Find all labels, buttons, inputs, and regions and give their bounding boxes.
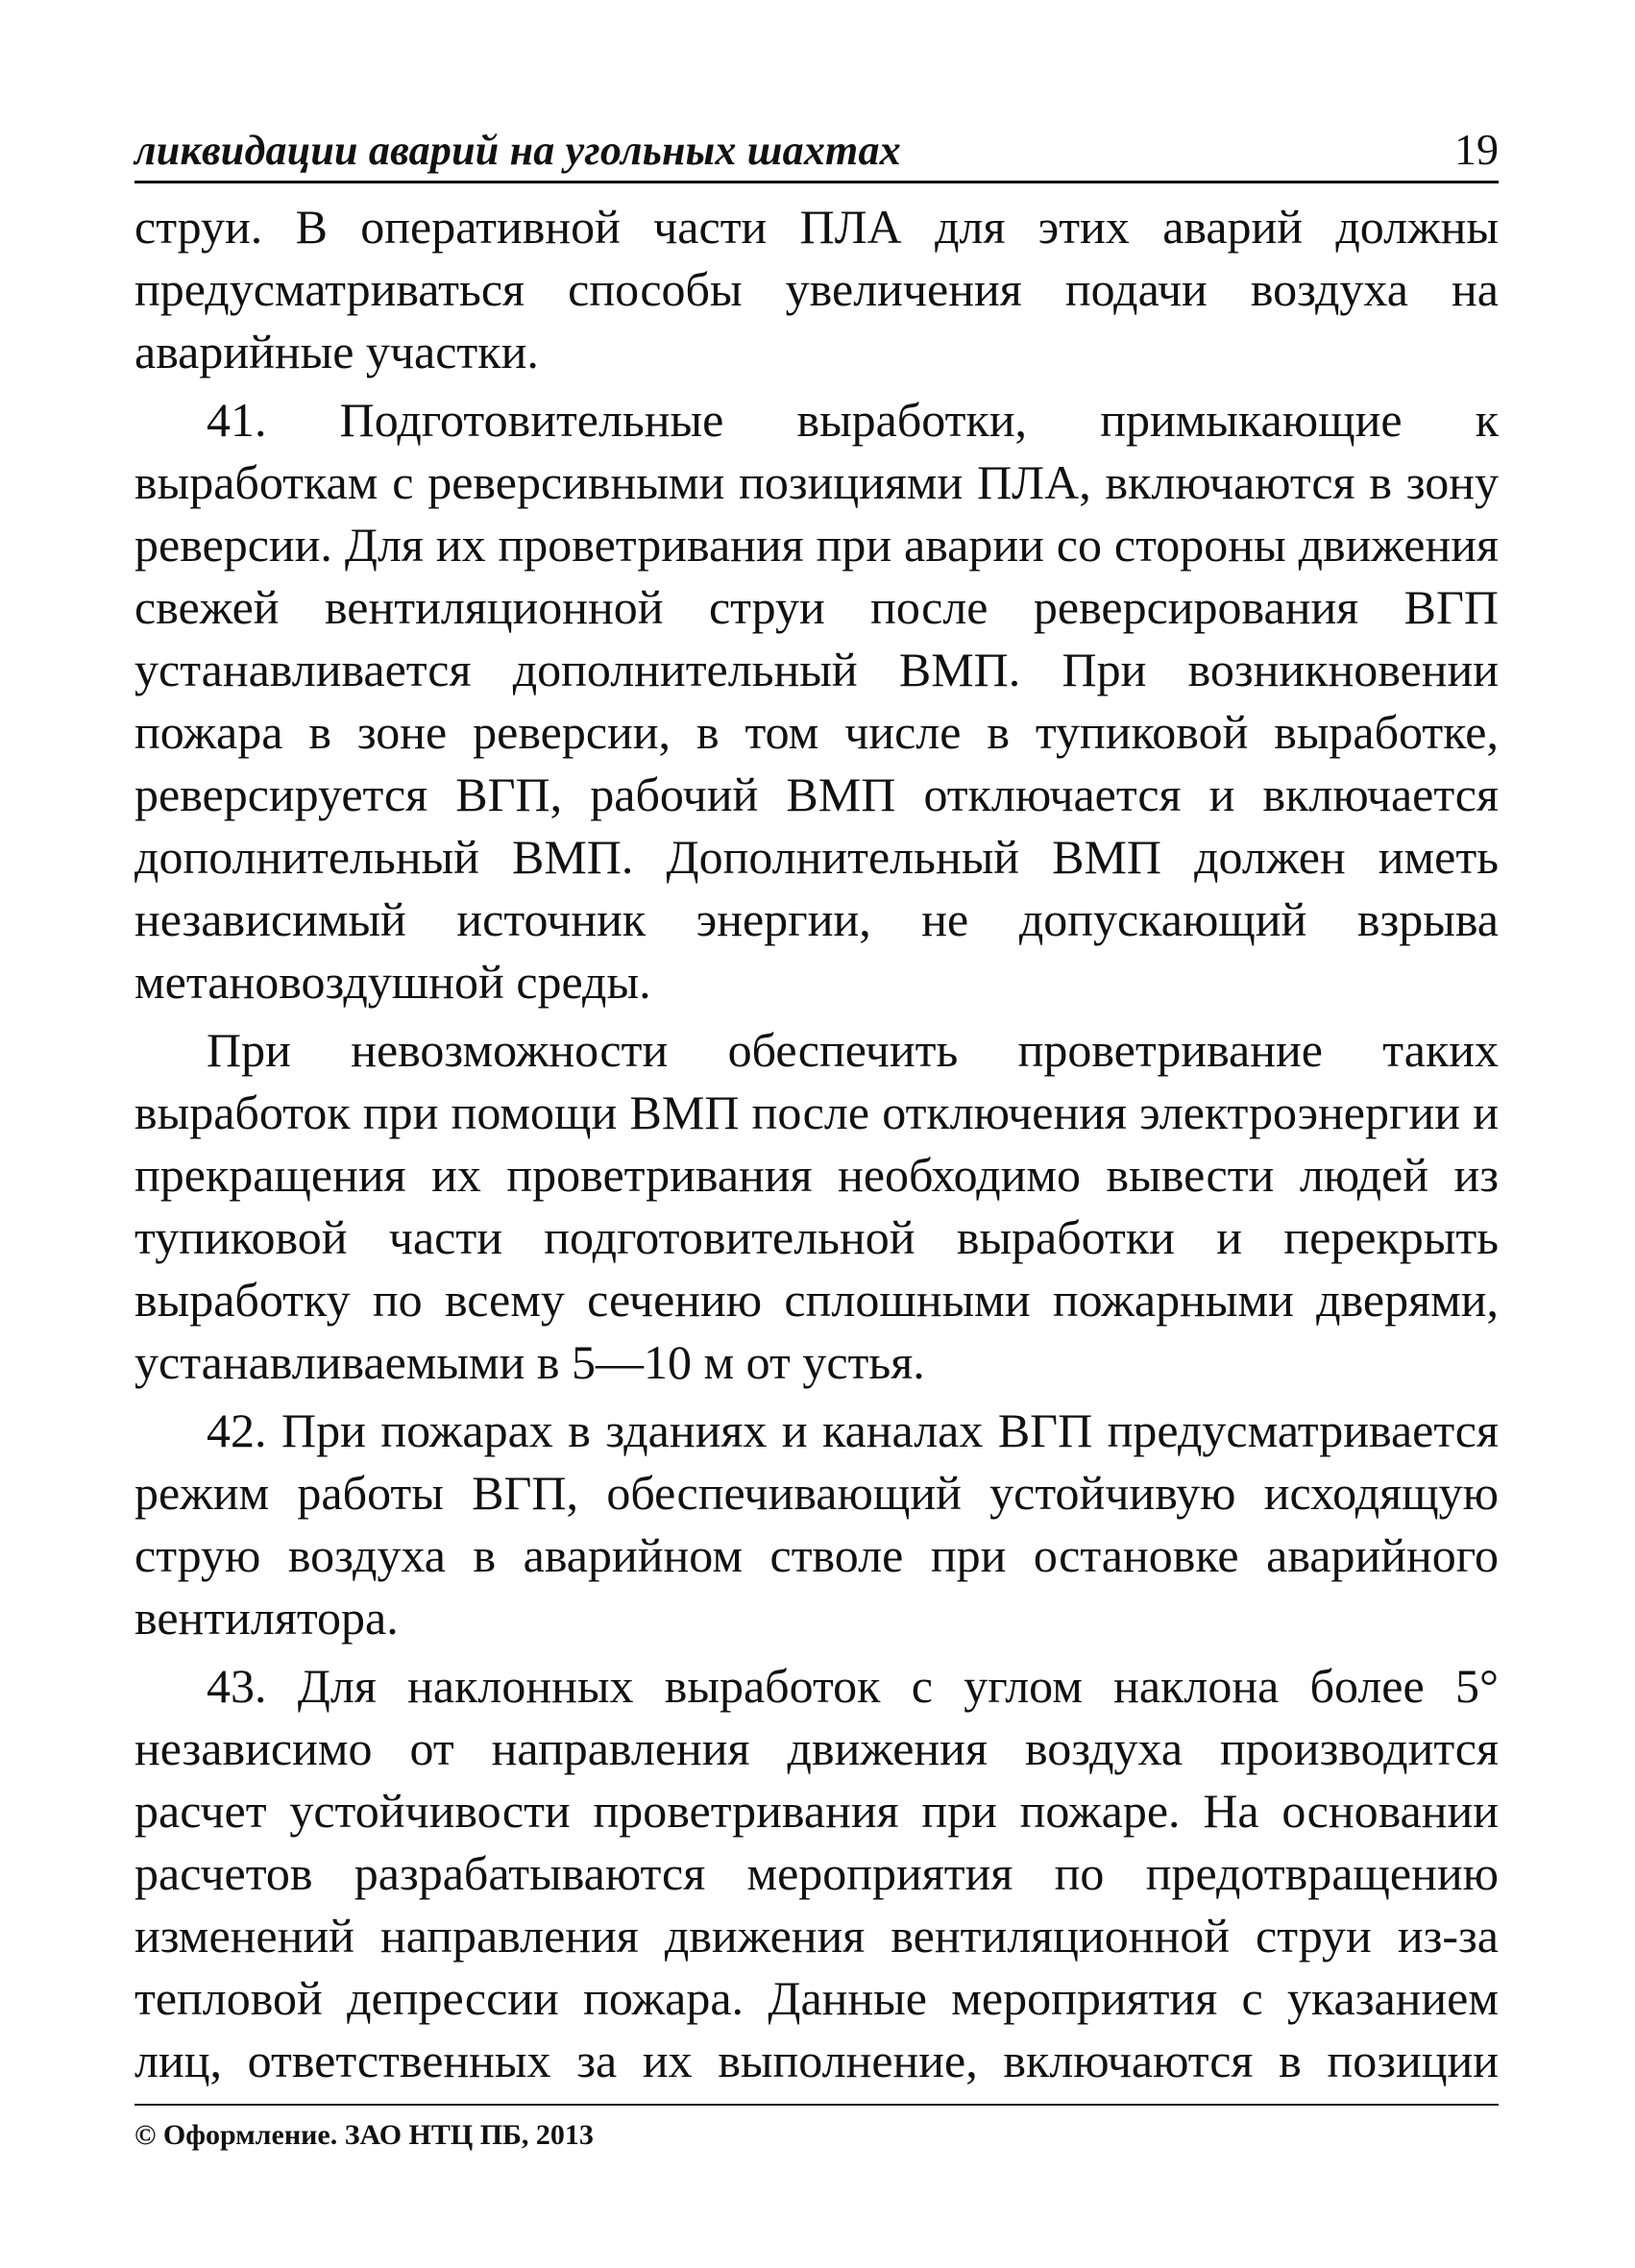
paragraph-42: 42. При пожарах в зданиях и каналах ВГП предусматривается режим работы ВГП, обеспечивающий устойчивую исходящую струю воздуха в аварийном стволе при остановке аварийного вентилятора.: [134, 1403, 1499, 1645]
paragraph-41: 41. Подготовительные выработки, примыкающие к выработкам с реверсивными позициями ПЛА, включаются в зону реверсии. Для их проветривания при аварии со стороны движения свежей вентиляционной струи после реверсирования ВГП устанавливается дополнительный ВМП. При возникновении пожара в зоне реверсии, в том числе в тупиковой выработке, реверсируется ВГП, рабочий ВМП отключается и включается дополнительный ВМП. Дополнительный ВМП должен иметь независимый источник энергии, не допускающий взрыва метановоздушной среды.: [134, 393, 1499, 1009]
paragraph-43: 43. Для наклонных выработок с углом наклона более 5° независимо от направления движения воздуха производится расчет устойчивости проветривания при пожаре. На основании расчетов разрабатываются мероприятия по предотвращению изменений направления движения вентиляционной струи из-за тепловой депрессии пожара. Данные мероприятия с указанием лиц, ответственных за их выполнение, включаются в позиции: [134, 1659, 1499, 2087]
footer-copyright: © Оформление. ЗАО НТЦ ПБ, 2013: [134, 2104, 1499, 2152]
running-title: ликвидации аварий на угольных шахтах: [134, 127, 901, 174]
running-header: [134, 123, 1499, 183]
paragraph-continuation: струи. В оперативной части ПЛА для этих аварий должны предусматриваться способы увеличения подачи воздуха на аварийные участки.: [134, 200, 1499, 378]
body-text: [134, 196, 1499, 2088]
paragraph-41-continued: При невозможности обеспечить проветривание таких выработок при помощи ВМП после отключения электроэнергии и прекращения их проветривания необходимо вывести людей из тупиковой части подготовительной выработки и перекрыть выработку по всему сечению сплошными пожарными дверями, устанавливаемыми в 5—10 м от устья.: [134, 1023, 1499, 1389]
page-number: 19: [1454, 125, 1499, 174]
